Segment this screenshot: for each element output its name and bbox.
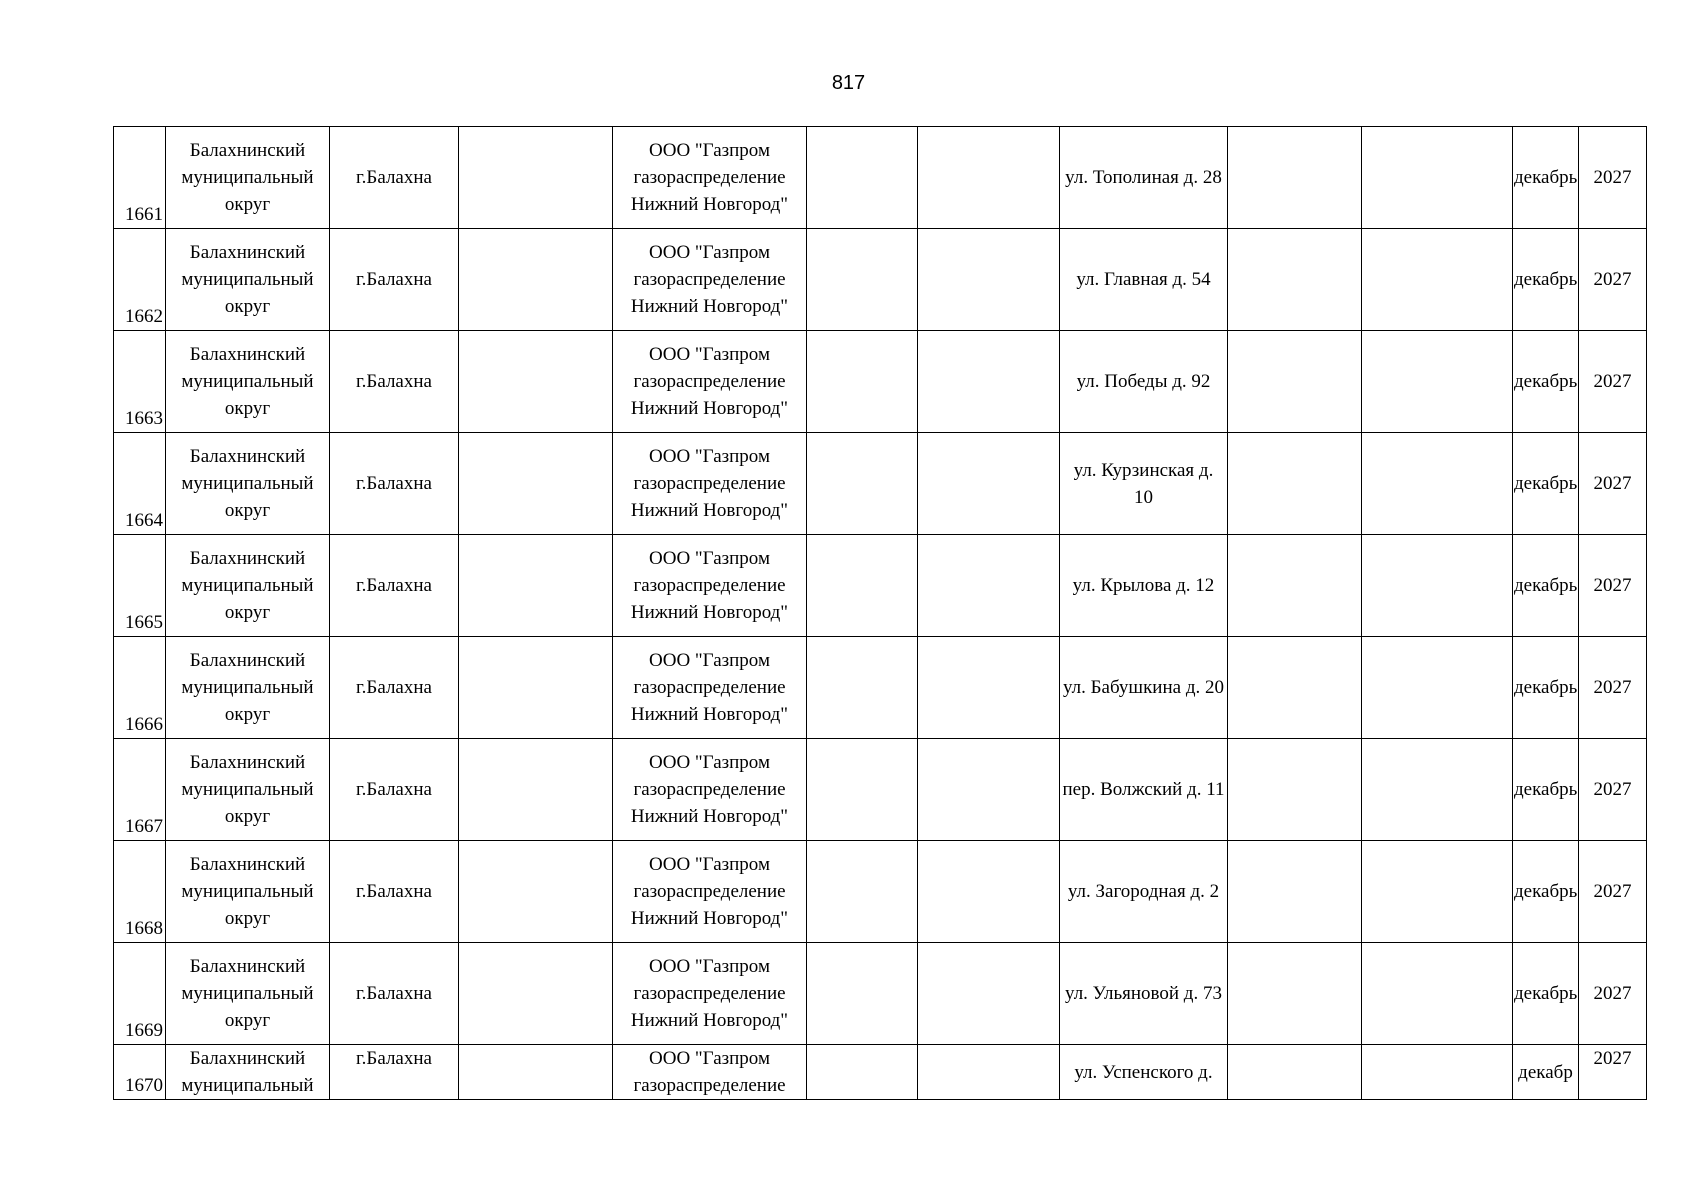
- empty-cell: [1228, 841, 1362, 943]
- empty-cell: [918, 229, 1060, 331]
- empty-cell: [1362, 841, 1513, 943]
- empty-cell: [807, 535, 918, 637]
- city-cell: г.Балахна: [330, 229, 459, 331]
- empty-cell: [459, 127, 613, 229]
- year-cell: 2027: [1579, 1045, 1647, 1100]
- empty-cell: [1228, 943, 1362, 1045]
- empty-cell: [1228, 127, 1362, 229]
- table-row: [114, 433, 1647, 535]
- city-cell: г.Балахна: [330, 841, 459, 943]
- empty-cell: [459, 229, 613, 331]
- empty-cell: [459, 637, 613, 739]
- empty-cell: [1228, 739, 1362, 841]
- month-cell: декабрь: [1513, 535, 1579, 637]
- empty-cell: [918, 331, 1060, 433]
- address-cell: ул. Успенского д.: [1060, 1045, 1228, 1100]
- row-number: 1663: [114, 331, 166, 433]
- registry-body: [114, 127, 1647, 1100]
- empty-cell: [807, 127, 918, 229]
- table-row: [114, 1045, 1647, 1100]
- month-cell: декабрь: [1513, 229, 1579, 331]
- empty-cell: [1228, 1045, 1362, 1100]
- district-cell: Балахнинский муниципальный округ: [166, 229, 330, 331]
- district-cell: Балахнинский муниципальный округ: [166, 841, 330, 943]
- empty-cell: [807, 943, 918, 1045]
- month-cell: декабрь: [1513, 433, 1579, 535]
- row-number: 1667: [114, 739, 166, 841]
- empty-cell: [459, 433, 613, 535]
- organization-cell: ООО "Газпром газораспределение Нижний Новгород": [613, 229, 807, 331]
- month-cell: декабрь: [1513, 943, 1579, 1045]
- table-row: [114, 943, 1647, 1045]
- empty-cell: [807, 637, 918, 739]
- address-cell: ул. Бабушкина д. 20: [1060, 637, 1228, 739]
- organization-cell: ООО "Газпром газораспределение Нижний Новгород": [613, 433, 807, 535]
- district-cell: Балахнинский муниципальный округ: [166, 433, 330, 535]
- empty-cell: [1362, 1045, 1513, 1100]
- empty-cell: [459, 841, 613, 943]
- city-cell: г.Балахна: [330, 535, 459, 637]
- organization-cell: ООО "Газпром газораспределение Нижний Новгород": [613, 739, 807, 841]
- empty-cell: [1228, 637, 1362, 739]
- city-cell: г.Балахна: [330, 739, 459, 841]
- organization-cell: ООО "Газпром газораспределение Нижний Новгород": [613, 127, 807, 229]
- organization-cell: ООО "Газпром газораспределение Нижний Новгород": [613, 535, 807, 637]
- year-cell: 2027: [1579, 433, 1647, 535]
- empty-cell: [1362, 739, 1513, 841]
- empty-cell: [459, 943, 613, 1045]
- page-number: 817: [831, 72, 866, 94]
- empty-cell: [459, 1045, 613, 1100]
- empty-cell: [1362, 535, 1513, 637]
- empty-cell: [1228, 229, 1362, 331]
- row-number: 1662: [114, 229, 166, 331]
- empty-cell: [807, 739, 918, 841]
- city-cell: г.Балахна: [330, 1045, 459, 1100]
- district-cell: Балахнинский муниципальный округ: [166, 127, 330, 229]
- address-cell: ул. Тополиная д. 28: [1060, 127, 1228, 229]
- empty-cell: [918, 739, 1060, 841]
- row-number: 1666: [114, 637, 166, 739]
- empty-cell: [1362, 229, 1513, 331]
- year-cell: 2027: [1579, 739, 1647, 841]
- table-row: [114, 229, 1647, 331]
- district-cell: Балахнинский муниципальный округ: [166, 535, 330, 637]
- address-cell: ул. Загородная д. 2: [1060, 841, 1228, 943]
- table-row: [114, 739, 1647, 841]
- city-cell: г.Балахна: [330, 331, 459, 433]
- city-cell: г.Балахна: [330, 127, 459, 229]
- year-cell: 2027: [1579, 331, 1647, 433]
- table-row: [114, 331, 1647, 433]
- district-cell: Балахнинский муниципальный округ: [166, 739, 330, 841]
- address-cell: ул. Главная д. 54: [1060, 229, 1228, 331]
- row-number: 1669: [114, 943, 166, 1045]
- empty-cell: [1228, 331, 1362, 433]
- empty-cell: [918, 943, 1060, 1045]
- empty-cell: [918, 1045, 1060, 1100]
- district-cell: Балахнинский муниципальный округ: [166, 331, 330, 433]
- empty-cell: [807, 229, 918, 331]
- year-cell: 2027: [1579, 127, 1647, 229]
- empty-cell: [1228, 535, 1362, 637]
- empty-cell: [807, 1045, 918, 1100]
- empty-cell: [1362, 433, 1513, 535]
- registry-table: [113, 126, 1647, 1100]
- organization-cell: ООО "Газпром газораспределение Нижний Новгород": [613, 943, 807, 1045]
- row-number: 1665: [114, 535, 166, 637]
- empty-cell: [1228, 433, 1362, 535]
- empty-cell: [918, 433, 1060, 535]
- district-cell: Балахнинский муниципальный округ: [166, 943, 330, 1045]
- month-cell: декабрь: [1513, 739, 1579, 841]
- empty-cell: [918, 637, 1060, 739]
- city-cell: г.Балахна: [330, 943, 459, 1045]
- row-number: 1661: [114, 127, 166, 229]
- address-cell: ул. Курзинская д. 10: [1060, 433, 1228, 535]
- year-cell: 2027: [1579, 841, 1647, 943]
- year-cell: 2027: [1579, 637, 1647, 739]
- address-cell: ул. Крылова д. 12: [1060, 535, 1228, 637]
- empty-cell: [807, 433, 918, 535]
- year-cell: 2027: [1579, 535, 1647, 637]
- city-cell: г.Балахна: [330, 433, 459, 535]
- table-row: [114, 127, 1647, 229]
- row-number: 1670: [114, 1045, 166, 1100]
- table-row: [114, 535, 1647, 637]
- address-cell: пер. Волжский д. 11: [1060, 739, 1228, 841]
- month-cell: декабрь: [1513, 331, 1579, 433]
- organization-cell: ООО "Газпром газораспределение: [613, 1045, 807, 1100]
- row-number: 1664: [114, 433, 166, 535]
- year-cell: 2027: [1579, 943, 1647, 1045]
- empty-cell: [1362, 127, 1513, 229]
- empty-cell: [459, 535, 613, 637]
- empty-cell: [807, 841, 918, 943]
- city-cell: г.Балахна: [330, 637, 459, 739]
- empty-cell: [807, 331, 918, 433]
- table-row: [114, 637, 1647, 739]
- empty-cell: [459, 739, 613, 841]
- empty-cell: [459, 331, 613, 433]
- organization-cell: ООО "Газпром газораспределение Нижний Новгород": [613, 331, 807, 433]
- year-cell: 2027: [1579, 229, 1647, 331]
- row-number: 1668: [114, 841, 166, 943]
- month-cell: декабрь: [1513, 127, 1579, 229]
- empty-cell: [1362, 943, 1513, 1045]
- month-cell: декабрь: [1513, 637, 1579, 739]
- empty-cell: [1362, 637, 1513, 739]
- month-cell: декабрь: [1513, 841, 1579, 943]
- organization-cell: ООО "Газпром газораспределение Нижний Новгород": [613, 637, 807, 739]
- district-cell: Балахнинский муниципальный округ: [166, 637, 330, 739]
- month-cell: декабр: [1513, 1045, 1579, 1100]
- address-cell: ул. Победы д. 92: [1060, 331, 1228, 433]
- empty-cell: [918, 535, 1060, 637]
- empty-cell: [1362, 331, 1513, 433]
- empty-cell: [918, 127, 1060, 229]
- organization-cell: ООО "Газпром газораспределение Нижний Новгород": [613, 841, 807, 943]
- district-cell: Балахнинский муниципальный: [166, 1045, 330, 1100]
- address-cell: ул. Ульяновой д. 73: [1060, 943, 1228, 1045]
- empty-cell: [918, 841, 1060, 943]
- table-row: [114, 841, 1647, 943]
